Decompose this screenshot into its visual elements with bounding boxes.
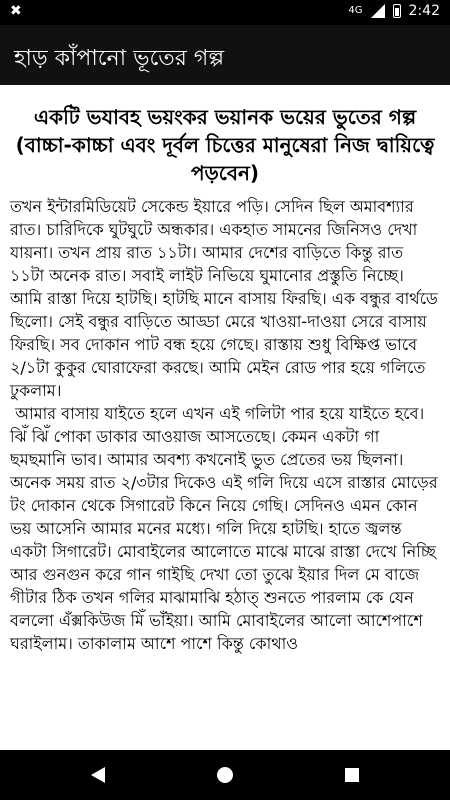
back-button[interactable] bbox=[68, 750, 128, 800]
back-icon bbox=[91, 767, 105, 783]
status-left bbox=[10, 3, 22, 19]
close-icon: ✖ bbox=[10, 3, 22, 19]
story-content[interactable] bbox=[0, 85, 450, 750]
app-title: হাড় কাঁপানো ভূতের গল্প bbox=[14, 46, 225, 71]
network-type: 4G bbox=[348, 5, 363, 16]
recent-apps-button[interactable] bbox=[322, 750, 382, 800]
story-title: একটি ভযাবহ ভয়ংকর ভয়ানক ভয়ের ভুতের গল্প (বাচ্চা-কাচ্চা এবং দূর্বল চিত্তের মানুষেরা নিজ দ্বায়িত্বে পড়বেন) bbox=[15, 105, 435, 185]
story-text: তখন ইন্টারমিডিয়েট সেকেন্ড ইয়ারে পড়ি। সেদিন ছিল অমাবশ্যার রাত। চারিদিকে ঘুটঘুটে অন্ধকার। একহাত সামনের জিনিসও দেখা যায়না। তখন প্রায় রাত ১১টা। আমার দেশের বাড়িতে কিন্তু রাত ১১টা অনেক রাত। সবাই লাইট নিভিয়ে ঘুমানোর প্রস্তুতি নিচ্ছে। আমি রাস্তা দিয়ে হাটছি। হাটছি মানে বাসায় ফিরছি। এক বন্ধুর বার্থডে ছিলো। সেই বন্ধুর বাড়িতে আড্ডা মেরে খাওয়া-দাওয়া সেরে বাসায় ফিরছি। সব দোকান পাট বন্ধ হয়ে গেছে। রাস্তায় শুধু বিক্ষিপ্ত ভাবে ২/১টা কুকুর ঘোরাফেরা করছে। আমি মেইন রোড পার হয়ে গলিতে ঢুকলাম। আমার বাসায় যাইতে হলে এখন এই গলিটা পার হয়ে যাইতে হবে। ঝিঁ ঝিঁ পোকা ডাকার আওয়াজ আসতেছে। কেমন একটা গা ছমছমানি ভাব। আমার অবশ্য কখনোই ভুত প্রেতের ভয় ছিলনা। অনেক সময় রাত ২/৩টার দিকেও এই গলি দিয়ে এসে রাস্তার মোড়ের টং দোকান থেকে সিগারেট কিনে নিয়ে গেছি। সেদিনও এমন কোন ভয় আসেনি আমার মনের মধ্যে। গলি দিয়ে হাটছি। হাতে জ্বলন্ত একটা সিগারেট। মোবাইলের আলোতে মাঝে মাঝে রাস্তা দেখে নিচ্ছি আর গুনগুন করে গান গাইছি দেখা তো তুঝে ইয়ার দিল মে বাজে গীটার ঠিক তখন গলির মাঝামাঝি হঠাত্‍ শুনতে পারলাম কে যেন বললো এঁক্সকিউজ মিঁ ভাঁইয়া। আমি মোবাইলের আলো আশেপাশে ঘরাইলাম। তাকালাম আশে পাশে কিন্তু কোথাও bbox=[10, 197, 438, 653]
battery-icon bbox=[393, 4, 401, 18]
home-button[interactable] bbox=[195, 750, 255, 800]
signal-icon bbox=[371, 4, 385, 18]
clock: 2:42 bbox=[408, 3, 440, 19]
status-bar bbox=[0, 0, 450, 25]
app-bar bbox=[0, 25, 450, 85]
navigation-bar bbox=[0, 750, 450, 800]
status-right bbox=[348, 3, 440, 19]
home-icon bbox=[217, 767, 233, 783]
recent-apps-icon bbox=[345, 768, 359, 782]
